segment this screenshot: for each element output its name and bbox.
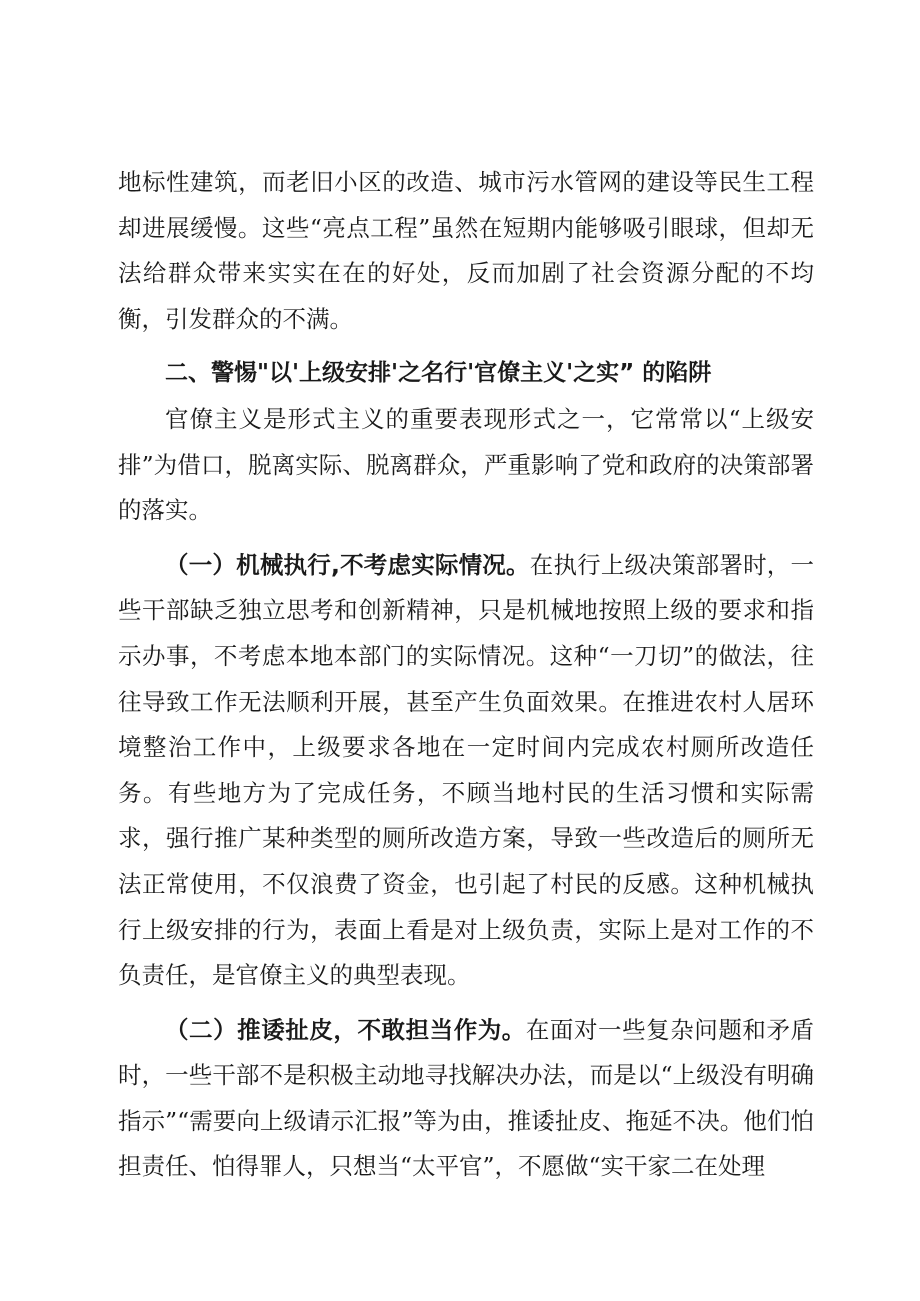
subsection-2-paragraph — [118, 1008, 814, 1190]
document-body — [118, 160, 814, 1190]
subsection-1-heading: （一）机械执行,不考虑实际情况。 — [165, 550, 530, 579]
subsection-2-body: 在面对一些复杂问题和矛盾时，一些干部不是积极主动地寻找解决办法，而是以“上级没有明确指示”“需要向上级请示汇报”等为由，推诿扯皮、拖延不决。他们怕担责任、怕得罪人，只想当“太平官”，不愿做“实干家二在处理 — [118, 1015, 815, 1181]
subsection-1-body: 在执行上级决策部署时，一些干部缺乏独立思考和创新精神，只是机械地按照上级的要求和指示办事，不考虑本地本部门的实际情况。这种“一刀切”的做法，往往导致工作无法顺利开展，甚至产生负面效果。在推进农村人居环境整治工作中，上级要求各地在一定时间内完成农村厕所改造任务。有些地方为了完成任务，不顾当地村民的生活习惯和实际需求，强行推广某种类型的厕所改造方案，导致一些改造后的厕所无法正常使用，不仅浪费了资金，也引起了村民的反感。这种机械执行上级安排的行为，表面上看是对上级负责，实际上是对工作的不负责任，是官僚主义的典型表现。 — [118, 550, 815, 990]
paragraph-continuation: 地标性建筑，而老旧小区的改造、城市污水管网的建设等民生工程却进展缓慢。这些“亮点工程”虽然在短期内能够吸引眼球，但却无法给群众带来实实在在的好处，反而加剧了社会资源分配的不均衡，引发群众的不满。 — [118, 168, 814, 333]
subsection-2-heading: （二）推诿扯皮，不敢担当作为。 — [165, 1015, 526, 1044]
subsection-1-paragraph — [118, 543, 814, 999]
section-intro-paragraph: 官僚主义是形式主义的重要表现形式之一，它常常以“上级安排”为借口，脱离实际、脱离群众，严重影响了党和政府的决策部署的落实。 — [118, 404, 814, 525]
section-heading: 二、警惕"以'上级安排'之名行'官僚主义'之实” 的陷阱 — [165, 360, 712, 387]
